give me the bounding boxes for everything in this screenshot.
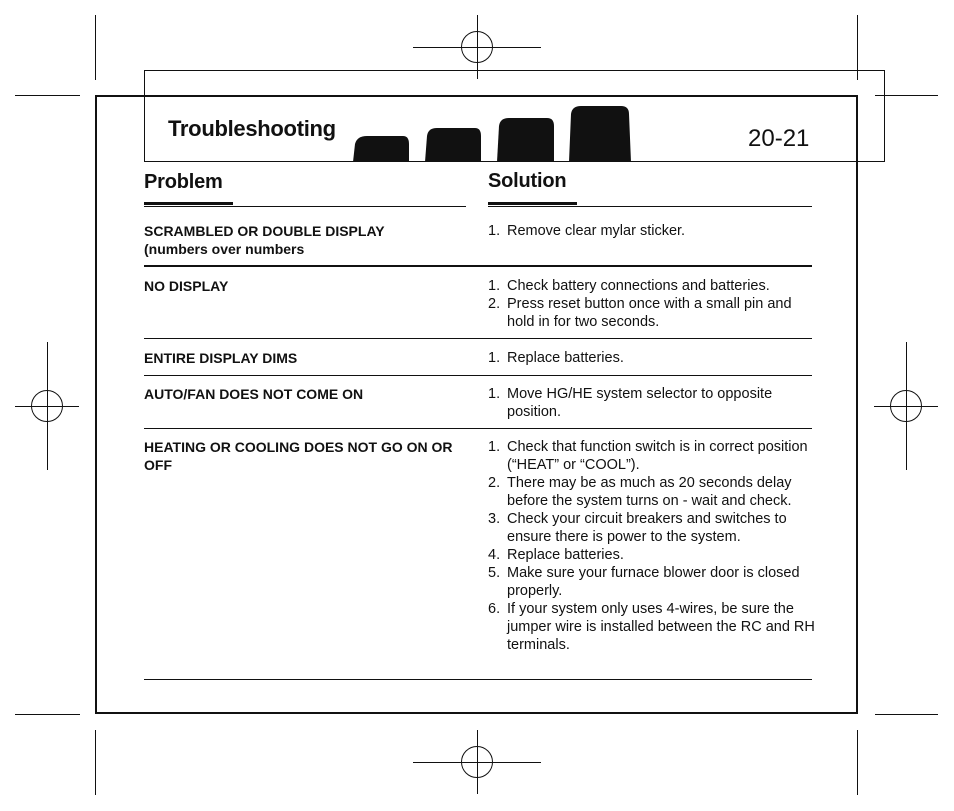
registration-mark-left (15, 342, 79, 470)
solution-item: 1. Remove clear mylar sticker. (488, 223, 686, 239)
solution-item: 1. Replace batteries. (488, 350, 624, 366)
crop-mark (15, 95, 80, 96)
problem-text: NO DISPLAY (144, 278, 229, 294)
page-number: 20-21 (748, 125, 810, 152)
solution-list (488, 222, 818, 240)
page-title: Troubleshooting (168, 116, 336, 141)
solution-heading-thick-rule (488, 202, 577, 205)
crop-mark (875, 714, 938, 715)
problem-heading: Problem (144, 171, 223, 193)
row-divider (144, 338, 812, 339)
solution-list (488, 438, 818, 654)
problem-heading-rule (144, 206, 466, 207)
row-divider (144, 265, 812, 267)
problem-text: SCRAMBLED OR DOUBLE DISPLAY (numbers over numbers (144, 223, 385, 257)
solution-list (488, 349, 818, 367)
crop-mark (95, 730, 96, 795)
solution-item: 3. Check your circuit breakers and switches to ensure there is power to the system. (488, 511, 787, 545)
registration-mark-bottom (413, 730, 541, 794)
solution-item: 4. Replace batteries. (488, 547, 624, 563)
solution-item: 6. If your system only uses 4-wires, be sure the jumper wire is installed between the RC and RH terminals. (488, 601, 815, 653)
solution-heading: Solution (488, 170, 567, 192)
solution-heading-rule (488, 206, 812, 207)
solution-list (488, 277, 818, 331)
solution-item: 2. There may be as much as 20 seconds delay before the system turns on - wait and check. (488, 475, 792, 509)
crop-mark (857, 730, 858, 795)
crop-mark (15, 714, 80, 715)
problem-heading-thick-rule (144, 202, 233, 205)
crop-mark (95, 15, 96, 80)
section-tabs (345, 100, 635, 162)
problem-text: HEATING OR COOLING DOES NOT GO ON OR OFF (144, 439, 453, 473)
registration-mark-right (874, 342, 938, 470)
row-divider (144, 375, 812, 376)
problem-text: ENTIRE DISPLAY DIMS (144, 350, 298, 366)
solution-item: 1. Move HG/HE system selector to opposite position. (488, 386, 773, 420)
problem-text: AUTO/FAN DOES NOT COME ON (144, 386, 364, 402)
solution-item: 1. Check that function switch is in correct position (“HEAT” or “COOL”). (488, 439, 808, 473)
solution-item: 5. Make sure your furnace blower door is closed properly. (488, 565, 800, 599)
item-number: 1. (488, 223, 501, 239)
solution-list (488, 385, 818, 421)
row-divider (144, 679, 812, 680)
solution-item: 2. Press reset button once with a small pin and hold in for two seconds. (488, 296, 792, 330)
solution-item: 1. Check battery connections and batteries. (488, 278, 770, 294)
row-divider (144, 428, 812, 429)
